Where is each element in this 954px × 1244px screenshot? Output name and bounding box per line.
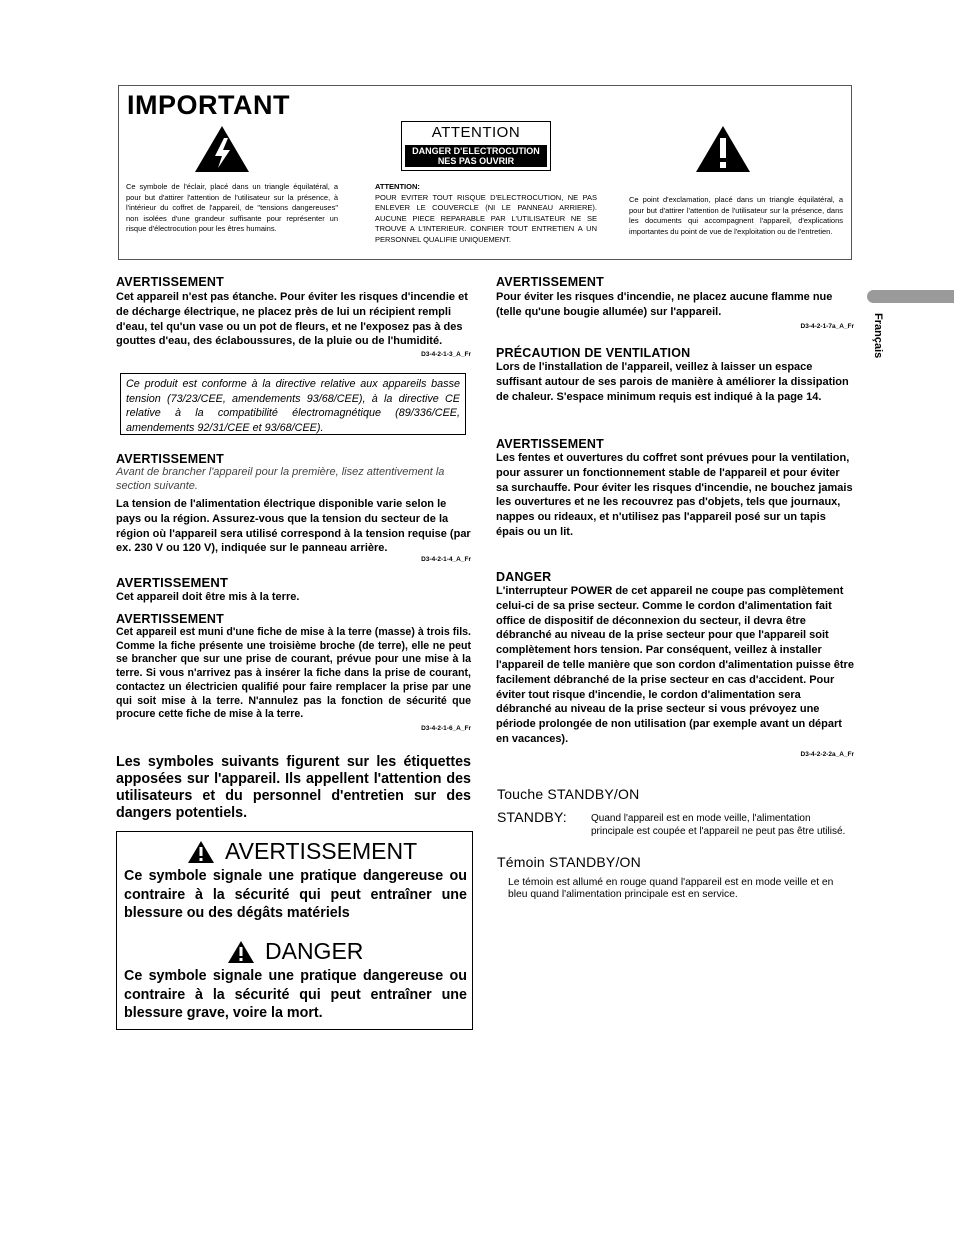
lightning-warning-icon — [193, 124, 251, 174]
section-heading: AVERTISSEMENT — [116, 452, 224, 466]
attention-text-block — [375, 182, 597, 245]
attention-heading: ATTENTION — [431, 124, 521, 141]
standby-label: STANDBY: — [497, 809, 567, 825]
section-text: Cet appareil doit être mis à la terre. — [116, 591, 300, 603]
attention-text: POUR EVITER TOUT RISQUE D'ELECTROCUTION, NE PAS ENLEVER LE COUVERCLE (NI LE PANNEAU ARRIERE). AUCUNE PIECE REPARABLE PAR L'UTILISATEUR NE SE TROUVE A L'INTERIEUR. CONFIER TOUT ENTRETIEN A UN PERSONNEL QUALIFIE UNIQUEMENT. — [375, 192, 597, 244]
section-heading: DANGER — [496, 570, 552, 584]
warning-triangle-icon — [187, 840, 215, 864]
exclamation-symbol-text: Ce point d'exclamation, placé dans un triangle équilatéral, a pour but d'attirer l'attention de l'utilisateur sur la présence, dans les documents qui accompagnent l'appareil, d'explications importantes du point de vue de l'exploitation ou de l'entretien. — [629, 195, 843, 236]
section-text: Lors de l'installation de l'appareil, veillez à laisser un espace suffisant autour de ses parois de manière à améliorer la dissipation de chaleur. S'espace minimum requis est indiqué à la page 14. — [496, 361, 849, 403]
standby-indicator-text: Le témoin est allumé en rouge quand l'appareil est en mode veille et en bleu quand l'alimentation principale est en service. — [508, 877, 834, 900]
danger-power-section — [496, 570, 854, 758]
important-box — [118, 85, 852, 260]
section-heading: Touche STANDBY/ON — [497, 786, 640, 802]
section-heading: AVERTISSEMENT — [116, 275, 224, 289]
conformity-notice: Ce produit est conforme à la directive relative aux appareils basse tension (73/23/CEE, amendements 93/68/CEE), à la directive CE relative à la compatibilité électromagnétique (89/336/CEE, amendements 92/31/CEE et 93/68/CEE). — [120, 373, 466, 435]
attention-band — [405, 145, 547, 167]
attention-band-line: NES PAS OUVRIR — [437, 156, 515, 166]
danger-symbol-title: DANGER — [265, 938, 364, 964]
warning-voltage-section — [116, 452, 471, 563]
warning-ground-section — [116, 575, 471, 605]
important-title: IMPORTANT — [127, 90, 290, 120]
ventilation-section — [496, 346, 854, 404]
reference-code: D3-4-2-1-7a_A_Fr — [800, 322, 854, 330]
danger-symbol-text: Ce symbole signale une pratique dangereuse ou contraire à la sécurité qui peut entraîner une blessure grave, voire la mort. — [124, 968, 467, 1021]
section-heading: AVERTISSEMENT — [116, 612, 224, 626]
reference-code: D3-4-2-1-3_A_Fr — [421, 351, 471, 359]
reference-code: D3-4-2-1-6_A_Fr — [421, 724, 471, 732]
section-text: Cet appareil n'est pas étanche. Pour éviter les risques d'incendie et de décharge électrique, ne placez près de lui un récipient rempli d'eau, tel qu'un vase ou un pot de fleurs, et ne l'exposez pas à des gouttes d'eau, des éclaboussures, de la pluie ou de l'humidité. — [116, 291, 468, 348]
language-tab-bar — [867, 290, 954, 303]
language-tab — [870, 313, 884, 373]
attention-band-line: DANGER D'ELECTROCUTION — [412, 146, 540, 156]
standby-text: Quand l'appareil est en mode veille, l'alimentation principale est coupée et l'appareil ne peut pas être utilisé. — [591, 813, 846, 837]
symbol-legend-box — [116, 831, 473, 1030]
lightning-symbol-text: Ce symbole de l'éclair, placé dans un triangle équilatéral, a pour but d'attirer l'attention de l'utilisateur sur la présence, à l'intérieur du coffret de l'appareil, de "tensions dangereuses" non isolées d'une grandeur suffisante pour représenter un risque d'électrocution pour les êtres humains. — [126, 182, 338, 233]
section-heading: AVERTISSEMENT — [496, 437, 604, 451]
reference-code: D3-4-2-1-4_A_Fr — [421, 556, 471, 564]
attention-text-label: ATTENTION: — [375, 182, 420, 191]
section-intro: Avant de brancher l'appareil pour la première, lisez attentivement la section suivante. — [116, 466, 445, 492]
warning-symbol-text: Ce symbole signale une pratique dangereuse ou contraire à la sécurité qui peut entraîner une blessure ou des dégâts matériels — [124, 868, 467, 921]
warning-plug-section — [116, 612, 471, 732]
standby-indicator-heading: Témoin STANDBY/ON — [497, 854, 641, 870]
warning-symbol-heading — [187, 838, 417, 865]
warning-water-section — [116, 275, 471, 358]
section-text: Pour éviter les risques d'incendie, ne placez aucune flamme nue (telle qu'une bougie allumée) sur l'appareil. — [496, 291, 833, 318]
warning-symbol-title: AVERTISSEMENT — [225, 838, 418, 864]
section-text: La tension de l'alimentation électrique disponible varie selon le pays ou la région. Assurez-vous que la tension du secteur de la région où l'appareil sera utilisé correspond à la tension requise (par ex. 230 V ou 120 V), indiquée sur le panneau arrière. — [116, 498, 471, 555]
danger-symbol-heading — [227, 938, 363, 965]
danger-triangle-icon — [227, 940, 255, 964]
section-text: Les fentes et ouvertures du coffret sont prévues pour la ventilation, pour assurer un fonctionnement stable de l'appareil et pour éviter sa surchauffe. Pour éviter les risques d'incendie, ne bouchez jamais les ouvertures et ne les recouvrez pas d'objets, tels que journaux, nappes ou rideaux, et n'utilisez pas l'appareil posé sur un tapis épais ou un lit. — [496, 452, 853, 538]
warning-openings-section — [496, 437, 854, 540]
language-tab-label: Français — [872, 313, 884, 359]
section-heading: PRÉCAUTION DE VENTILATION — [496, 346, 691, 360]
warning-flame-section — [496, 275, 854, 330]
attention-label — [401, 121, 551, 171]
section-heading: AVERTISSEMENT — [116, 575, 229, 590]
standby-button-section — [497, 786, 855, 802]
exclamation-warning-icon — [694, 124, 752, 174]
section-heading: AVERTISSEMENT — [496, 275, 604, 289]
section-text: L'interrupteur POWER de cet appareil ne coupe pas complètement celui-ci de sa prise secteur. Comme le cordon d'alimentation fait office de dispositif de déconnexion du secteur, il devra être débranché au niveau de la prise secteur pour que l'appareil soit complètement hors tension. Par conséquent, veillez à installer l'appareil de telle manière que son cordon d'alimentation puisse être facilement débranché de la prise secteur en cas d'accident. Pour éviter tout risque d'incendie, le cordon d'alimentation sera débranché au niveau de la prise secteur si vous prévoyez une période prolongée de non utilisation (par exemple avant un départ en vacances). — [496, 585, 854, 745]
reference-code: D3-4-2-2-2a_A_Fr — [800, 750, 854, 758]
section-text: Cet appareil est muni d'une fiche de mise à la terre (masse) à trois fils. Comme la fiche présente une troisième broche (de terre), elle ne peut se brancher que sur une prise de courant, prévue pour une mise à la terre. Si vous n'arrivez pas à insérer la fiche dans la prise de courant, contactez un électricien qualifié pour faire remplacer la prise par une qui soit mise à la terre. N'annulez pas la fonction de sécurité que procure cette fiche de mise à la terre. — [116, 626, 471, 721]
symbols-intro: Les symboles suivants figurent sur les étiquettes apposées sur l'appareil. Ils appellent l'attention des utilisateurs et du personnel d'entretien sur des dangers potentiels. — [116, 754, 471, 821]
